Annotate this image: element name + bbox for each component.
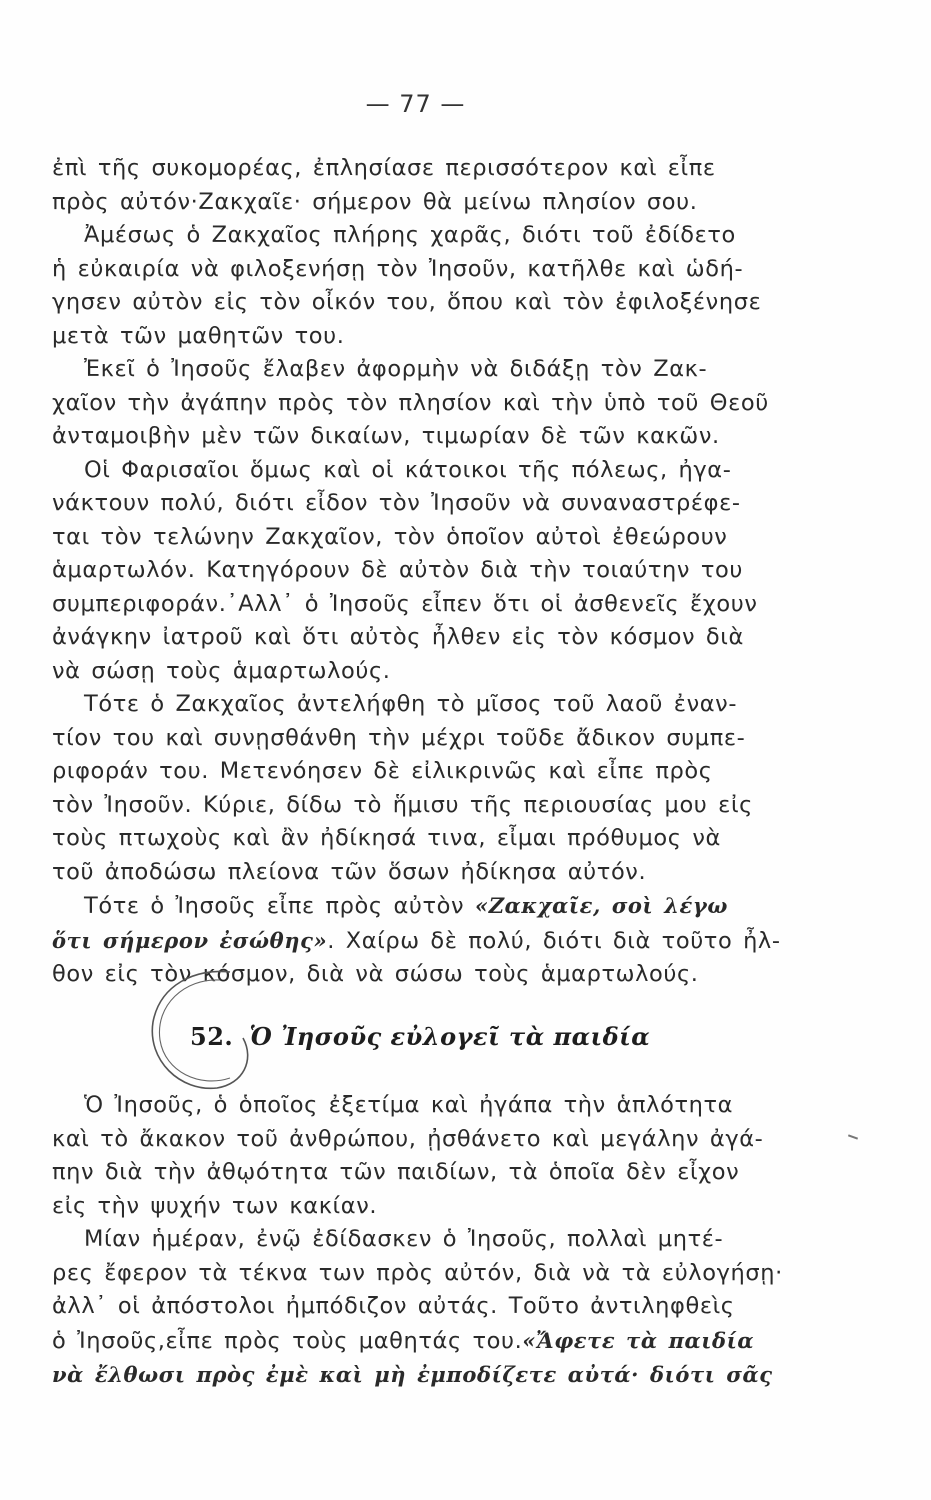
text-line-mixed	[52, 1324, 794, 1359]
text-line-mixed	[52, 889, 794, 924]
text-line: ἀνταμοιβὴν μὲν τῶν δικαίων, τιμωρίαν δὲ τῶν κακῶν.	[52, 423, 720, 449]
text-line: ριφοράν του. Μετενόησεν δὲ εἰλικρινῶς καὶ εἶπε πρὸς	[52, 758, 713, 784]
text-block-zacchaeus	[52, 152, 794, 992]
text-segment: Τότε ὁ Ἰησοῦς εἶπε πρὸς αὐτὸν	[84, 893, 475, 919]
text-line: Οἱ Φαρισαῖοι ὅμως καὶ οἱ κάτοικοι τῆς πόλεως, ἠγα-	[84, 456, 732, 483]
text-line: συμπεριφοράν.᾽Αλλ᾽ ὁ Ἰησοῦς εἶπεν ὅτι οἱ ἀσθενεῖς ἔχουν	[52, 590, 758, 617]
text-line: πρὸς αὐτόν·Ζακχαῖε· σήμερον θὰ μείνω πλησίον σου.	[52, 188, 698, 215]
text-line: ρες ἔφερον τὰ τέκνα των πρὸς αὐτόν, διὰ νὰ τὰ εὐλογήσῃ·	[52, 1259, 783, 1286]
text-line: εἰς τὴν ψυχήν των κακίαν.	[52, 1192, 378, 1219]
text-line: χαῖον τὴν ἀγάπην πρὸς τὸν πλησίον καὶ τὴν ὑπὸ τοῦ Θεοῦ	[52, 389, 769, 416]
text-line: μετὰ τῶν μαθητῶν του.	[52, 322, 345, 349]
text-line: τὸν Ἰησοῦν. Κύριε, δίδω τὸ ἥμισυ τῆς περιουσίας μου εἰς	[52, 791, 753, 818]
text-segment: ὁ Ἰησοῦς,εἶπε πρὸς τοὺς μαθητάς του.	[52, 1327, 523, 1354]
quote-italic-line: νὰ ἔλθωσι πρὸς ἐμὲ καὶ μὴ ἐμποδίζετε αὐτά· διότι σᾶς	[52, 1362, 773, 1387]
text-line: νὰ σώσῃ τοὺς ἁμαρτωλούς.	[52, 657, 391, 684]
text-line: Ἐκεῖ ὁ Ἰησοῦς ἔλαβεν ἀφορμὴν νὰ διδάξῃ τὸν Ζακ-	[84, 356, 708, 382]
text-line: Τότε ὁ Ζακχαῖος ἀντελήφθη τὸ μῖσος τοῦ λαοῦ ἐναν-	[84, 691, 738, 717]
text-line: τοὺς πτωχοὺς καὶ ἂν ἠδίκησά τινα, εἶμαι πρόθυμος νὰ	[52, 825, 721, 851]
quote-italic: «Ζακχαῖε, σοὶ λέγω	[474, 893, 728, 918]
text-line: ἀνάγκην ἰατροῦ καὶ ὅτι αὐτὸς ἦλθεν εἰς τὸν κόσμον διὰ	[52, 624, 744, 650]
text-line: ἀλλ᾽ οἱ ἀπόστολοι ἠμπόδιζον αὐτάς. Τοῦτο ἀντιληφθεὶς	[52, 1293, 735, 1319]
text-line: ἐπὶ τῆς συκομορέας, ἐπλησίασε περισσότερον καὶ εἶπε	[52, 155, 716, 181]
quote-italic: ὅτι σήμερον ἐσώθης»	[52, 927, 328, 953]
text-line: Μίαν ἡμέραν, ἐνῷ ἐδίδασκεν ὁ Ἰησοῦς, πολλαὶ μητέ-	[84, 1226, 724, 1252]
text-line: νάκτουν πολύ, διότι εἶδον τὸν Ἰησοῦν νὰ συναναστρέφε-	[52, 490, 741, 516]
text-line: τοῦ ἀποδώσω πλείονα τῶν ὅσων ἠδίκησα αὐτόν.	[52, 858, 647, 885]
text-line: Ἀμέσως ὁ Ζακχαῖος πλήρης χαρᾶς, διότι τοῦ ἐδίδετο	[84, 222, 736, 248]
section-title: Ὁ Ἰησοῦς εὐλογεῖ τὰ παιδία	[249, 1022, 651, 1051]
quote-italic: «Ἄφετε τὰ παιδία	[522, 1327, 755, 1353]
text-line: Ὁ Ἰησοῦς, ὁ ὁποῖος ἐξετίμα καὶ ἠγάπα τὴν ἁπλότητα	[84, 1092, 734, 1118]
text-line: τίον του καὶ συνῃσθάνθη τὴν μέχρι τοῦδε ἄδικον συμπε-	[52, 724, 746, 751]
text-line: θον εἰς τὸν κόσμον, διὰ νὰ σώσω τοὺς ἁμαρτωλούς.	[52, 961, 699, 987]
section-heading	[190, 1022, 650, 1051]
stray-mark	[848, 1134, 858, 1139]
text-line: γησεν αὐτὸν εἰς τὸν οἶκόν του, ὅπου καὶ τὸν ἐφιλοξένησε	[52, 289, 762, 315]
text-line: ἁμαρτωλόν. Κατηγόρουν δὲ αὐτὸν διὰ τὴν τοιαύτην του	[52, 557, 743, 583]
text-line-mixed	[52, 924, 794, 959]
text-segment: . Χαίρω δὲ πολύ, διότι διὰ τοῦτο ἦλ-	[327, 927, 781, 954]
text-line: ἡ εὐκαιρία νὰ φιλοξενήσῃ τὸν Ἰησοῦν, κατῆλθε καὶ ὡδή-	[52, 255, 744, 282]
page-number: — 77 —	[365, 90, 466, 118]
text-line: πην διὰ τὴν ἀθῳότητα τῶν παιδίων, τὰ ὁποῖα δὲν εἶχον	[52, 1159, 740, 1185]
section-number: 52.	[190, 1022, 234, 1051]
text-line: ται τὸν τελώνην Ζακχαῖον, τὸν ὁποῖον αὐτοὶ ἐθεώρουν	[52, 523, 728, 550]
text-block-children	[52, 1089, 794, 1392]
text-line: καὶ τὸ ἄκακον τοῦ ἀνθρώπου, ᾐσθάνετο καὶ μεγάλην ἀγά-	[52, 1125, 764, 1152]
